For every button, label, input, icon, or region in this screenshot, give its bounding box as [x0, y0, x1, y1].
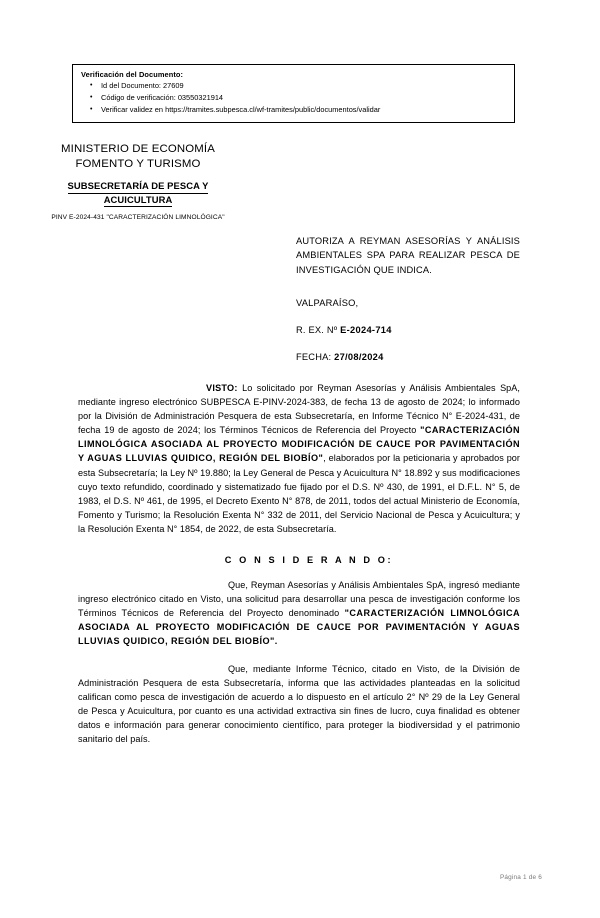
subsecretaria-line2: ACUICULTURA [104, 194, 173, 207]
considerando-2-text: Que, mediante Informe Técnico, citado en Visto, de la División de Administración Pesquera de esta Subsecretaría, informa que las actividades planteadas en la solicitud califican como pesca de investigación de acuerdo a lo dispuesto en el artículo 2° Nº 29 de la Ley General de Pesca y Acuicultura, por cuanto es una actividad extractiva sin fines de lucro, cuya finalidad es obtener datos e información para generar conocimiento científico, para proteger la biodiversidad y el patrimonio sanitario del país. [78, 663, 520, 744]
bullet-icon: • [90, 94, 93, 102]
visto-text-part1: Lo solicitado por Reyman Asesorías y Análisis Ambientales SpA, mediante ingreso electrónico SUBPESCA E-PINV-2024-383, de fecha 13 de agosto de 2024; lo informado por la División de Administración Pesquera de esta Subsecretaría, en Informe Técnico N° E-2024-431, de fecha 19 de agosto de 2024; los Términos Técnicos de Referencia del Proyecto [78, 383, 520, 436]
bullet-icon: • [90, 82, 93, 90]
resolution-date-value: 27/08/2024 [334, 352, 384, 363]
letterhead [36, 142, 240, 223]
resolution-place: VALPARAÍSO, [296, 298, 359, 309]
visto-text-part2: , elaborados por la peticionaria y aprobados por esta Subsecretaría; la Ley Nº 19.880; la Ley General de Pesca y Acuicultura N° 18.892 y sus modificaciones cuyo texto refundido, coordinado y sistematizado fue fijado por el D.S. Nº 430, de 1991, el D.F.L. N° 5, de 1983, el D.S. Nº 461, de 1995, el Decreto Exento N° 878, de 2011, todos del actual Ministerio de Economía, Fomento y Turismo; la Resolución Exenta N° 332 de 2011, del Servicio Nacional de Pesca y Acuicultura; y la Resolución Exenta N° 1854, de 2022, de esta Subsecretaría. [78, 453, 520, 534]
visto-project-title: "CARACTERIZACIÓN LIMNOLÓGICA ASOCIADA AL PROYECTO MODIFICACIÓN DE CAUCE POR PAVIMENTACIÓN Y AGUAS LLUVIAS QUIDICO, REGIÓN DEL BIOBÍO" [78, 425, 520, 464]
considerando-heading: C O N S I D E R A N D O: [224, 555, 394, 566]
resolution-date-line [296, 352, 520, 362]
verification-item-url [90, 104, 508, 116]
page-footer [0, 874, 600, 881]
visto-keyword: VISTO: [206, 383, 238, 393]
verification-list [81, 80, 508, 116]
document-body [78, 381, 520, 746]
verification-item-document-id [90, 80, 508, 92]
resolution-date-label: FECHA: [296, 352, 332, 363]
considerando-1-project-title: "CARACTERIZACIÓN LIMNOLÓGICA ASOCIADA AL PROYECTO MODIFICACIÓN DE CAUCE POR PAVIMENTACIÓN Y AGUAS LLUVIAS QUIDICO, REGIÓN DEL BIOBÍO". [78, 608, 520, 647]
project-reference: PINV E-2024-431 "CARACTERIZACIÓN LIMNOLÓGICA" [51, 213, 225, 221]
resolution-number-line [296, 325, 520, 335]
paragraph-considerando-1 [78, 578, 520, 648]
verification-item-label: Verificar validez en https://tramites.subpesca.cl/wf-tramites/public/documentos/validar [101, 105, 381, 115]
considerando-heading-wrap [78, 555, 520, 565]
verification-item-label: Id del Documento: 27609 [101, 81, 184, 91]
resolution-heading-column [296, 234, 520, 362]
verification-item-code [90, 92, 508, 104]
page-number-label: Página 1 de 6 [499, 874, 542, 881]
resolution-number-label: R. EX. Nº [296, 325, 338, 336]
verification-title: Verificación del Documento: [81, 70, 184, 79]
considerando-1-text: Que, Reyman Asesorías y Análisis Ambientales SpA, ingresó mediante ingreso electrónico citado en Visto, una solicitud para desarrollar una pesca de investigación conforme los Términos Técnicos de Referencia del Proyecto denominado [78, 580, 520, 619]
paragraph-visto [78, 381, 520, 536]
verification-item-label: Código de verificación: 03550321914 [101, 93, 224, 103]
resolution-subject: AUTORIZA A REYMAN ASESORÍAS Y ANÁLISIS AMBIENTALES SPA PARA REALIZAR PESCA DE INVESTIGACIÓN QUE INDICA. [296, 236, 520, 275]
ministry-name-line2: FOMENTO Y TURISMO [75, 158, 201, 171]
subsecretaria-line1: SUBSECRETARÍA DE PESCA Y [68, 180, 209, 193]
resolution-number-value: E-2024-714 [340, 325, 392, 336]
document-verification-box [72, 64, 515, 123]
subsecretaria-name [36, 180, 240, 207]
ministry-name-line1: MINISTERIO DE ECONOMÍA [61, 143, 215, 155]
paragraph-considerando-2 [78, 662, 520, 747]
bullet-icon: • [90, 106, 93, 114]
